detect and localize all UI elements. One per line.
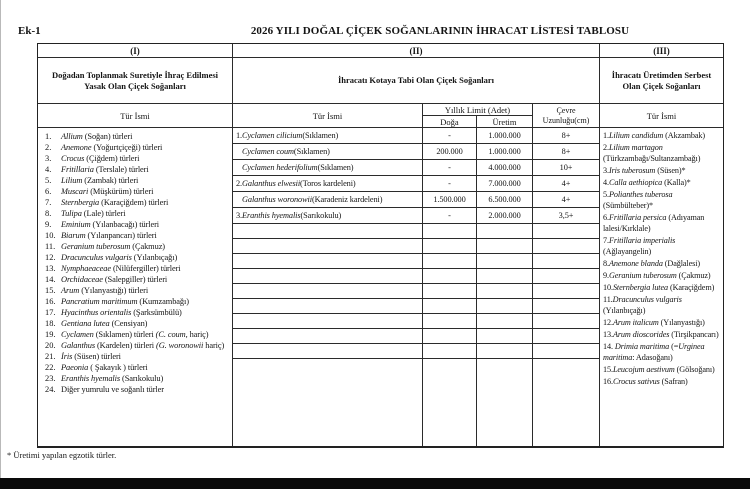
- quota-empty-cell: [477, 224, 533, 239]
- quota-empty-cell: [423, 329, 477, 344]
- quota-doga-cell: -: [423, 208, 477, 224]
- item-number: 9.: [45, 220, 52, 229]
- banned-species-item: [45, 230, 230, 241]
- quota-empty-cell: [533, 239, 599, 254]
- quota-species-cell: 1. Cyclamen cilicium (Sıklamen): [233, 128, 423, 144]
- item-number: 19.: [45, 330, 56, 339]
- quota-empty-cell: [477, 299, 533, 314]
- quota-species-cell: Cyclamen coum (Sıklamen): [233, 144, 423, 160]
- quota-doga-cell: 1.500.000: [423, 192, 477, 208]
- item-text: Fritillaria (Terslale) türleri: [61, 165, 149, 174]
- col3-description-line1: İhracatı Üretimden Serbest: [611, 70, 712, 80]
- quota-empty-cell: [533, 269, 599, 284]
- cevre-header-line1: Çevre: [556, 106, 576, 115]
- item-number: 16.: [45, 297, 56, 306]
- free-species-item: 1.Lilium candidum (Akzambak): [603, 131, 706, 140]
- attachment-label: Ek-1: [18, 25, 41, 37]
- quota-species-cell: Cyclamen hederifolium (Sıklamen): [233, 160, 423, 176]
- quota-empty-cell: [233, 329, 423, 344]
- free-species-item: 10.Sternbergia lutea (Karaçiğdem): [603, 283, 715, 293]
- item-number: 1.: [45, 132, 52, 141]
- quota-cevre-cell: 4+: [533, 176, 599, 192]
- item-text: Arum (Yılanyastığı) türleri: [61, 286, 149, 295]
- banned-species-item: [45, 318, 230, 329]
- quota-species-cell: 2. Galanthus elwesii (Toros kardeleni): [233, 176, 423, 192]
- quota-cevre-cell: 10+: [533, 160, 599, 176]
- quota-doga-cell: -: [423, 160, 477, 176]
- item-number: 8.: [45, 209, 52, 218]
- free-species-item: 11.Dracunculus vulgaris (Yılanbıçağı): [603, 295, 682, 315]
- bottom-black-bar: [0, 478, 750, 489]
- quota-empty-cell: [423, 224, 477, 239]
- banned-species-item: [45, 142, 230, 153]
- col1-numeral-cell: (I): [38, 44, 233, 58]
- banned-species-item: [45, 131, 230, 142]
- col2-species-header: Tür İsmi: [233, 104, 423, 128]
- item-text: Eranthis hyemalis (Sarıkokulu): [61, 374, 164, 383]
- item-text: Anemone (Yoğurtçiçeği) türleri: [61, 143, 163, 152]
- quota-uretim-cell: 7.000.000: [477, 176, 533, 192]
- quota-empty-cell: [477, 329, 533, 344]
- item-text: Cyclamen (Sıklamen) türleri (C. coum, hariç): [61, 330, 209, 339]
- item-text: Dracunculus vulgaris (Yılanbıçağı): [61, 253, 178, 262]
- item-text: Geranium tuberosum (Çakmuz): [61, 242, 165, 251]
- quota-body: [233, 128, 600, 446]
- item-text: Eminium (Yılanbacağı) türleri: [61, 220, 160, 229]
- free-species-item: 5.Polianthes tuberosa (Sümbülteber)*: [603, 190, 673, 210]
- col3-species-header: Tür İsmi: [600, 104, 723, 128]
- quota-uretim-cell: 1.000.000: [477, 144, 533, 160]
- item-number: 14.: [45, 275, 56, 284]
- quota-empty-cell: [233, 299, 423, 314]
- quota-cevre-cell: 8+: [533, 128, 599, 144]
- quota-empty-cell: [423, 299, 477, 314]
- quota-empty-cell: [533, 224, 599, 239]
- item-text: Galanthus (Kardelen) türleri (G. woronowii hariç): [61, 341, 225, 350]
- item-text: Lilium (Zambak) türleri: [61, 176, 139, 185]
- quota-doga-cell: -: [423, 128, 477, 144]
- banned-species-item: [45, 241, 230, 252]
- item-text: Nymphaeaceae (Nilüfergiller) türleri: [61, 264, 181, 273]
- free-species-item: 14. Drimia maritima (=Urginea maritima: Adasoğanı): [603, 342, 705, 362]
- col1-description-line1: Doğadan Toplanmak Suretiyle İhraç Edilmesi: [51, 70, 219, 80]
- quota-empty-cell: [477, 284, 533, 299]
- quota-empty-cell: [423, 284, 477, 299]
- banned-species-item: [45, 219, 230, 230]
- free-species-item: 8.Anemone blanda (Dağlalesi): [603, 258, 701, 268]
- quota-empty-cell: [233, 344, 423, 359]
- cevre-header: [533, 104, 600, 128]
- quota-empty-cell: [423, 344, 477, 359]
- banned-species-item: [45, 340, 230, 351]
- col1-description-cell: [38, 58, 233, 104]
- col2-numeral-cell: (II): [233, 44, 600, 58]
- quota-empty-cell: [477, 239, 533, 254]
- col1-species-header: Tür İsmi: [38, 104, 233, 128]
- footnote: * Üretimi yapılan egzotik türler.: [7, 450, 117, 460]
- banned-species-item: [45, 329, 230, 340]
- item-text: Sternbergia (Karaçiğdem) türleri: [61, 198, 169, 207]
- quota-species-cell: 3. Eranthis hyemalis (Sarıkokulu): [233, 208, 423, 224]
- cevre-header-line2: Uzunluğu(cm): [542, 115, 590, 125]
- banned-species-item: [45, 263, 230, 274]
- item-number: 5.: [45, 176, 52, 185]
- quota-empty-cell: [533, 254, 599, 269]
- banned-species-item: [45, 373, 230, 384]
- quota-empty-cell: [533, 284, 599, 299]
- item-text: Crocus (Çiğdem) türleri: [61, 154, 140, 163]
- banned-species-item: [45, 384, 230, 395]
- banned-species-item: [45, 175, 230, 186]
- item-text: Tulipa (Lale) türleri: [61, 209, 126, 218]
- quota-empty-cell: [233, 254, 423, 269]
- export-list-table: [37, 43, 724, 448]
- item-text: Pancratium maritimum (Kumzambağı): [61, 297, 189, 306]
- quota-uretim-cell: 6.500.000: [477, 192, 533, 208]
- item-number: 12.: [45, 253, 56, 262]
- item-number: 23.: [45, 374, 56, 383]
- quota-species-cell: Galanthus woronowii (Karadeniz kardeleni): [233, 192, 423, 208]
- free-species-item: 13.Arum dioscorides (Tirşikpancarı): [603, 330, 719, 340]
- item-number: 22.: [45, 363, 56, 372]
- banned-species-item: [45, 252, 230, 263]
- banned-species-item: [45, 307, 230, 318]
- item-text: İris (Süsen) türleri: [61, 352, 121, 361]
- banned-species-item: [45, 362, 230, 373]
- quota-empty-cell: [477, 314, 533, 329]
- col2-description-text: İhracatı Kotaya Tabi Olan Çiçek Soğanları: [337, 75, 495, 86]
- banned-species-item: [45, 197, 230, 208]
- quota-empty-cell: [423, 239, 477, 254]
- item-number: 2.: [45, 143, 52, 152]
- document-title: 2026 YILI DOĞAL ÇİÇEK SOĞANLARININ İHRACAT LİSTESİ TABLOSU: [250, 25, 630, 37]
- item-text: Diğer yumrulu ve soğanlı türler: [61, 385, 164, 394]
- banned-species-item: [45, 186, 230, 197]
- banned-species-item: [45, 274, 230, 285]
- quota-empty-cell: [477, 254, 533, 269]
- quota-empty-cell: [423, 269, 477, 284]
- quota-empty-cell: [533, 359, 599, 446]
- item-text: Muscari (Müşkürüm) türleri: [61, 187, 154, 196]
- banned-species-list: [38, 128, 233, 446]
- banned-species-item: [45, 285, 230, 296]
- item-text: Paeonia ( Şakayık ) türleri: [61, 363, 148, 372]
- banned-species-item: [45, 164, 230, 175]
- quota-cevre-cell: 8+: [533, 144, 599, 160]
- doga-header: Doğa: [423, 116, 477, 128]
- quota-empty-cell: [423, 314, 477, 329]
- banned-species-item: [45, 351, 230, 362]
- page-edge-line: [0, 0, 1, 489]
- col2-description-cell: [233, 58, 600, 104]
- item-number: 10.: [45, 231, 56, 240]
- item-number: 13.: [45, 264, 56, 273]
- quota-uretim-cell: 4.000.000: [477, 160, 533, 176]
- quota-empty-cell: [423, 254, 477, 269]
- banned-species-item: [45, 153, 230, 164]
- item-number: 21.: [45, 352, 56, 361]
- quota-empty-cell: [233, 239, 423, 254]
- item-number: 6.: [45, 187, 52, 196]
- quota-cevre-cell: 3,5+: [533, 208, 599, 224]
- item-text: Gentiana lutea (Censiyan): [61, 319, 148, 328]
- quota-empty-cell: [233, 284, 423, 299]
- annual-limit-header: Yıllık Limit (Adet): [423, 104, 533, 116]
- quota-empty-cell: [233, 269, 423, 284]
- uretim-header: Üretim: [477, 116, 533, 128]
- quota-empty-cell: [533, 314, 599, 329]
- item-text: Orchidaceae (Salepgiller) türleri: [61, 275, 168, 284]
- col1-description-line2: Yasak Olan Çiçek Soğanları: [84, 80, 186, 91]
- col3-description-cell: [600, 58, 723, 104]
- quota-empty-cell: [477, 269, 533, 284]
- item-number: 17.: [45, 308, 56, 317]
- quota-doga-cell: -: [423, 176, 477, 192]
- quota-empty-cell: [533, 329, 599, 344]
- col3-numeral-cell: (III): [600, 44, 723, 58]
- banned-species-item: [45, 296, 230, 307]
- free-species-item: 4.Calla aethiopica (Kalla)*: [603, 178, 691, 188]
- banned-species-item: [45, 208, 230, 219]
- free-species-item: 7.Fritillaria imperialis (Ağlayangelin): [603, 235, 676, 256]
- item-number: 15.: [45, 286, 56, 295]
- free-species-item: 15.Leucojum aestivum (Gölsoğanı): [603, 365, 715, 375]
- free-species-item: 16.Crocus sativus (Safran): [603, 377, 688, 387]
- quota-empty-cell: [533, 344, 599, 359]
- quota-empty-cell: [233, 314, 423, 329]
- free-species-list: [600, 128, 723, 446]
- free-species-item: 9.Geranium tuberosum (Çakmuz): [603, 270, 711, 280]
- free-species-item: 12.Arum italicum (Yılanyastığı): [603, 318, 705, 328]
- free-species-item: 3.Iris tuberosum (Süsen)*: [603, 165, 686, 175]
- quota-empty-cell: [477, 359, 533, 446]
- quota-empty-cell: [233, 224, 423, 239]
- quota-empty-cell: [533, 299, 599, 314]
- item-number: 4.: [45, 165, 52, 174]
- item-text: Hyacinthus orientalis (Şarksümbülü): [61, 308, 182, 317]
- quota-empty-cell: [423, 359, 477, 446]
- quota-uretim-cell: 2.000.000: [477, 208, 533, 224]
- item-number: 18.: [45, 319, 56, 328]
- quota-empty-cell: [477, 344, 533, 359]
- free-species-item: 2.Lilium martagon (Türkzambağı/Sultanzambağı): [603, 143, 701, 163]
- quota-cevre-cell: 4+: [533, 192, 599, 208]
- quota-empty-cell: [233, 359, 423, 446]
- item-text: Allium (Soğan) türleri: [61, 132, 133, 141]
- item-number: 11.: [45, 242, 56, 251]
- item-text: Biarum (Yılanpancarı) türleri: [61, 231, 157, 240]
- item-number: 20.: [45, 341, 56, 350]
- quota-doga-cell: 200.000: [423, 144, 477, 160]
- item-number: 24.: [45, 385, 56, 394]
- item-number: 7.: [45, 198, 52, 207]
- col3-description-line2: Olan Çiçek Soğanları: [622, 80, 701, 91]
- item-number: 3.: [45, 154, 52, 163]
- quota-uretim-cell: 1.000.000: [477, 128, 533, 144]
- free-species-item: 6.Fritillaria persica (Adıyaman lalesi/Kırklale): [603, 213, 705, 233]
